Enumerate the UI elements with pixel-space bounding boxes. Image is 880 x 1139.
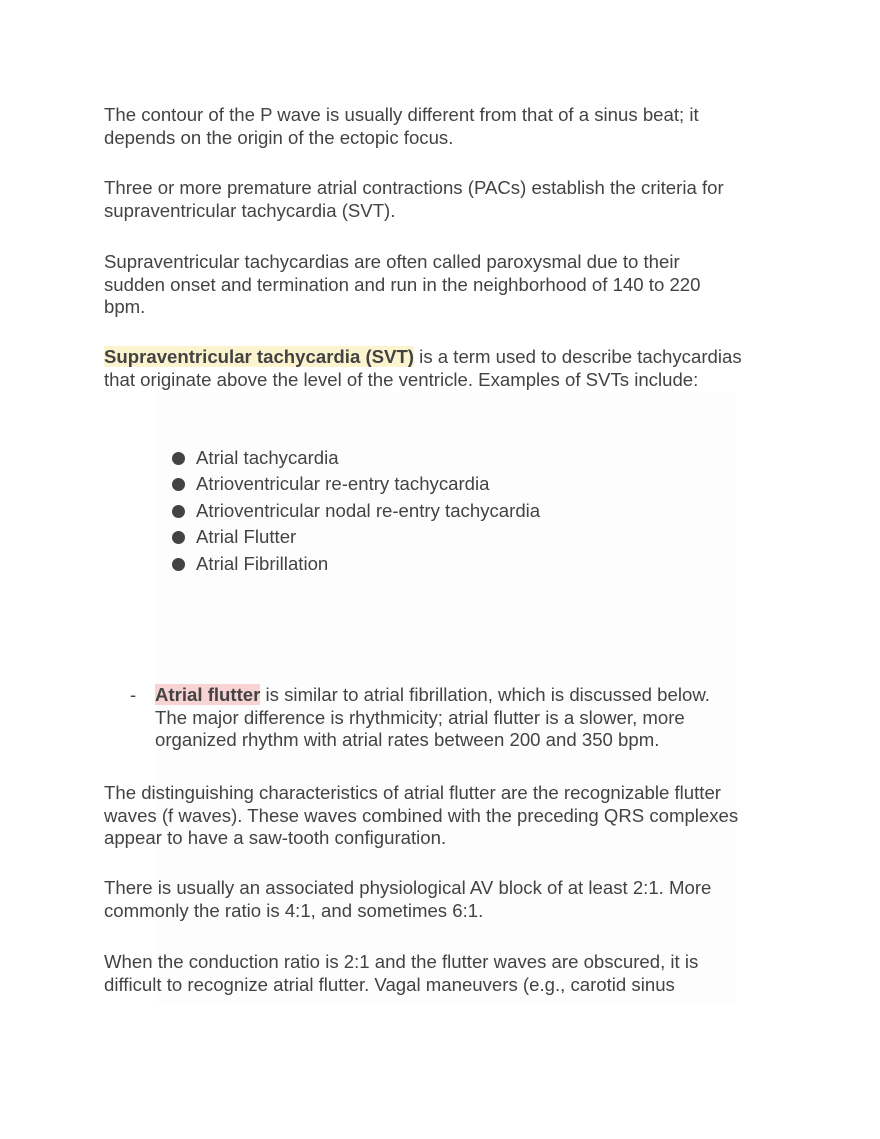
paragraph-flutter-waves: The distinguishing characteristics of atrial flutter are the recognizable flutter waves (f waves). These waves combined with the preceding QRS complexes appear to have a saw-tooth configuration. [104,782,739,848]
paragraph-conduction-ratio: When the conduction ratio is 2:1 and the flutter waves are obscured, it is difficult to recognize atrial flutter. Vagal maneuvers (e.g., carotid sinus [104,951,699,995]
flutter-term-highlight: Atrial flutter [155,684,261,705]
svt-term-highlight: Supraventricular tachycardia (SVT) [104,346,415,367]
list-item-label: Atrioventricular re-entry tachycardia [196,473,490,495]
list-item [170,498,540,524]
paragraph-paroxysmal: Supraventricular tachycardias are often called paroxysmal due to their sudden onset and termination and run in the neighborhood of 140 to 220 bpm. [104,251,701,317]
list-item [170,551,540,577]
document-page [104,0,744,1139]
paragraph-av-block: There is usually an associated physiological AV block of at least 2:1. More commonly the ratio is 4:1, and sometimes 6:1. [104,877,712,921]
svt-examples-list [170,445,540,577]
paragraph-p-wave: The contour of the P wave is usually different from that of a sinus beat; it depends on the origin of the ectopic focus. [104,104,699,148]
list-item [170,471,540,497]
paragraph-svt-definition [104,346,744,391]
bullet-icon [172,558,185,571]
paragraph-pac-criteria: Three or more premature atrial contractions (PACs) establish the criteria for supraventricular tachycardia (SVT). [104,177,724,221]
bullet-icon [172,505,185,518]
dash-marker: - [130,684,137,705]
bullet-icon [172,478,185,491]
list-item-label: Atrial Flutter [196,526,297,548]
flutter-description: is similar to atrial fibrillation, which is discussed below. The major difference is rhythmicity; atrial flutter is a slower, more organized rhythm with atrial rates between 200 and 350 bpm. [155,684,710,750]
bullet-icon [172,531,185,544]
bullet-icon [172,452,185,465]
svt-definition-text: is a term used to describe tachycardias that originate above the level of the ventricle. Examples of SVTs include: [104,346,742,390]
list-item-label: Atrioventricular nodal re-entry tachycardia [196,499,541,521]
atrial-flutter-text [155,684,745,752]
list-item-label: Atrial Fibrillation [196,552,329,574]
list-item [170,524,540,550]
list-item-label: Atrial tachycardia [196,447,339,468]
list-item [170,445,540,471]
